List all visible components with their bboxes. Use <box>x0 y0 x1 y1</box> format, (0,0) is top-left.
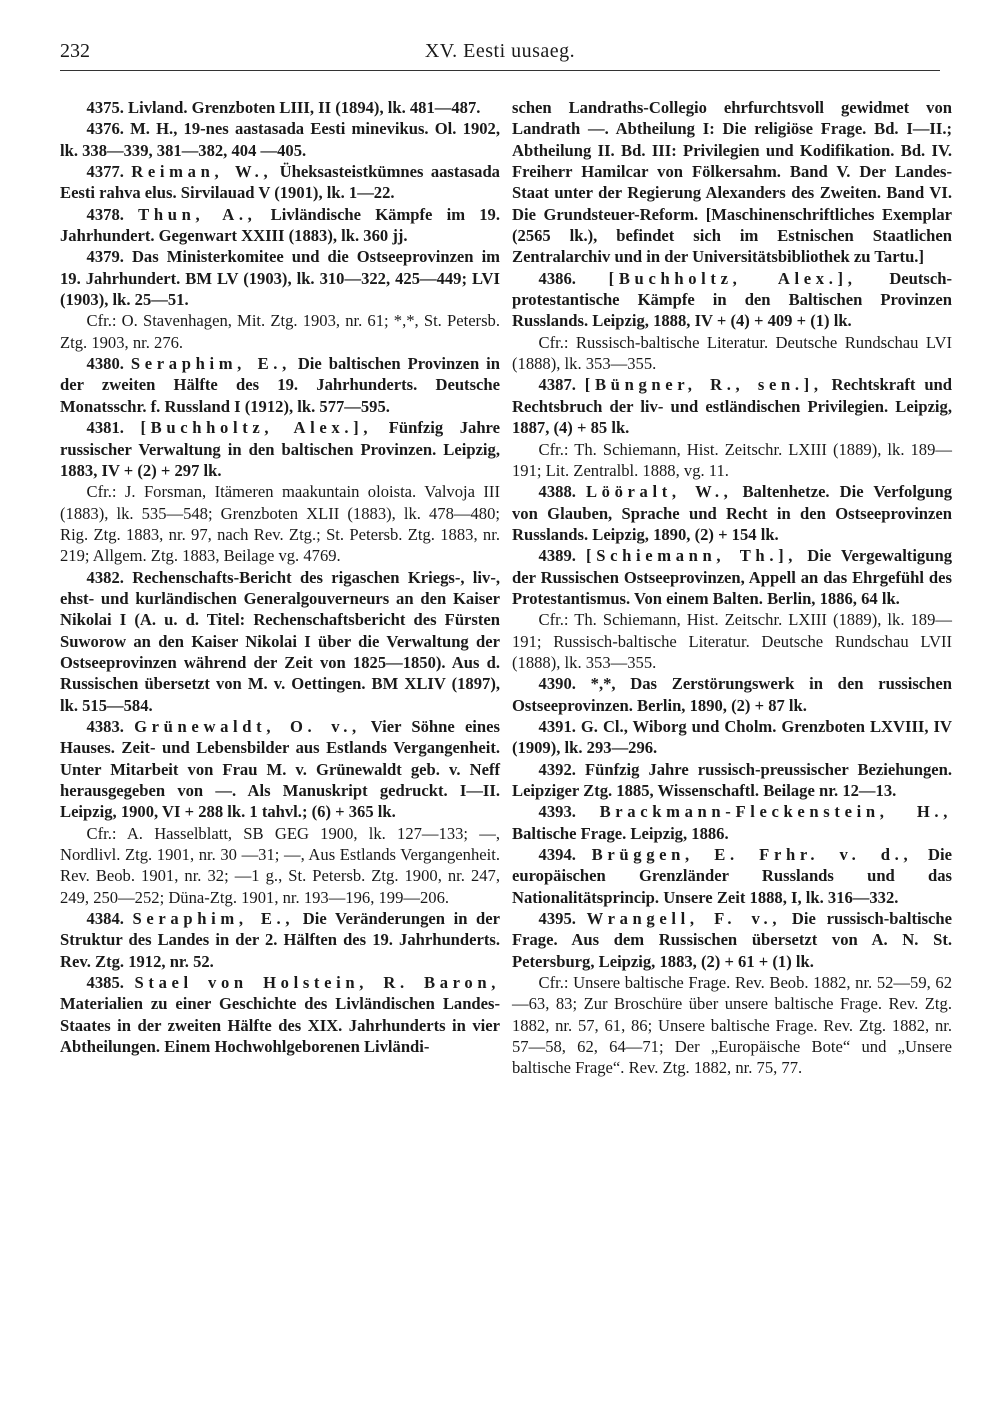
entry-number: 4395. <box>538 909 576 929</box>
entry-reference: Cfr.: O. Stavenhagen, Mit. Ztg. 1903, nr. 61; *,*, St. Petersb. Ztg. 1903, nr. 276. <box>60 311 500 352</box>
entry-author: [Buchholtz, Alex.], <box>608 268 857 288</box>
right-column <box>512 97 952 1079</box>
running-title: XV. Eesti uusaeg. <box>424 40 576 62</box>
bibliography-entry <box>60 716 500 908</box>
entry-text: Livländische Kämpfe im 19. Jahrhundert. Gegenwart XXIII (1883), lk. 360 jj. <box>60 204 500 246</box>
page-number: 232 <box>60 40 90 62</box>
entry-author: Stael von Holstein, R. Baron, <box>134 973 500 993</box>
bibliography-entry <box>60 353 500 417</box>
bibliography-entry <box>60 417 500 566</box>
bibliography-entry <box>512 545 952 673</box>
entry-text: *,*, Das Zerstörungswerk in den russischen Ostseeprovinzen. Berlin, 1890, (2) + 87 lk. <box>512 674 952 715</box>
entry-text: Vier Söhne eines Hauses. Zeit- und Lebensbilder aus Estlands Vergangenheit. Unter Mitarbeit von Frau M. v. Grünewaldt geb. v. Neff herausgegeben von —. Als Manuskript gedruckt. I—II. Leipzig, 1900, VI + 288 lk. 1 tahvl.; (6) + 365 lk. <box>60 716 500 822</box>
entry-author: [Schiemann, Th.], <box>586 546 798 566</box>
bibliography-entry <box>512 716 952 759</box>
entry-number: 4387. <box>538 375 576 395</box>
bibliography-entry <box>60 972 500 1057</box>
entry-author: Grünewaldt, O. v., <box>134 716 361 736</box>
bibliography-entry <box>512 908 952 1079</box>
bibliography-entry <box>60 97 500 118</box>
entry-author: Wrangell, F. v., <box>586 909 782 929</box>
entry-number: 4386. <box>538 268 576 288</box>
bibliography-entry <box>512 481 952 545</box>
entry-text: Rechtskraft und Rechtsbruch der liv- und estländischen Privilegien. Leipzig, 1887, (4) + 85 lk. <box>512 375 952 438</box>
entry-text: Baltische Frage. Leipzig, 1886. <box>512 823 729 843</box>
entry-text: Üheksasteistkümnes aastasada Eesti rahva elus. Sirvilauad V (1901), lk. 1—22. <box>60 162 500 203</box>
entry-author: [Büngner, R., sen.], <box>584 375 823 395</box>
entry-text: Die baltischen Provinzen in der zweiten Hälfte des 19. Jahrhunderts. Deutsche Monatsschr. f. Russland I (1912), lk. 577—595. <box>60 354 500 416</box>
entry-reference: Cfr.: J. Forsman, Itämeren maakuntain oloista. Valvoja III (1883), lk. 535—548; Grenzboten XLII (1883), lk. 478—480; Rig. Ztg. 1883, nr. 97, nach Rev. Ztg.; St. Petersb. Ztg. 1883, nr. 219; Allgem. Ztg. 1883, Beilage vg. 4769. <box>60 482 500 566</box>
entry-text: Die russisch-baltische Frage. Aus dem Russischen übersetzt von A. N. St. Petersburg, Leipzig, 1883, (2) + 61 + (1) lk. <box>512 909 952 971</box>
entry-number: 4389. <box>538 546 576 566</box>
entry-text: Materialien zu einer Geschichte des Livländischen Landes-Staates in der zweiten Hälfte des XIX. Jahrhunderts in vier Abtheilungen. Einem Hochwohlgeborenen Livländi- <box>60 994 500 1057</box>
entry-author: Brüggen, E. Frhr. v. d., <box>591 845 913 865</box>
entry-reference: Cfr.: Th. Schiemann, Hist. Zeitschr. LXIII (1889), lk. 189—191; Lit. Zentralbl. 1888, vg. 11. <box>512 439 952 480</box>
entry-text: Baltenhetze. Die Verfolgung von Glauben, Sprache und Recht in den Ostseeprovinzen Russlands. Leipzig, 1890, (2) + 154 lk. <box>512 482 952 544</box>
entry-author: Seraphim, E., <box>132 909 295 929</box>
entry-text: schen Landraths-Collegio ehrfurchtsvoll gewidmet von Landrath —. Abtheilung I: Die religiöse Frage. Bd. I—II.; Abtheilung II. Bd. III: Privilegien und Kodifikation. Bd. IV. Freiherr Hamilcar von Fölkersahm. Band V. Der Landes-Staat unter der Regierung Alexanders des Zweiten. Band VI. Die Grundsteuer-Reform. [Maschinenschriftliches Exemplar (2565 lk.), befindet sich im Estnischen Staatlichen Zentralarchiv und in der Universitätsbibliothek zu Tartu.] <box>512 98 952 267</box>
page-header <box>60 36 940 68</box>
entry-text: Rechenschafts-Bericht des rigaschen Kriegs-, liv-, ehst- und kurländischen Generalgouverneurs an den Kaiser Nikolai I (A. u. d. Titel: Rechenschaftsbericht des Fürsten Suworow an den Kaiser Nikolai I über die Verwaltung der Ostseeprovinzen während der Zeit von 1825—1850). Aus d. Russischen übersetzt von M. v. Oettingen. BM XLIV (1897), lk. 515—584. <box>60 567 500 715</box>
entry-text: Die Vergewaltigung der Russischen Ostseeprovinzen, Appell an das Ehrgefühl des Protestantismus. Von einem Balten. Berlin, 1886, 64 lk. <box>512 546 952 608</box>
header-rule <box>60 70 940 71</box>
entry-number: 4392. <box>538 759 576 779</box>
entry-number: 4375. <box>86 98 124 117</box>
entry-reference: Cfr.: Unsere baltische Frage. Rev. Beob. 1882, nr. 52—59, 62—63, 83; Zur Broschüre über unsere baltische Frage. Rev. Ztg. 1882, nr. 57, 61, 86; Unsere baltische Frage. Rev. Ztg. 1882, nr. 57—58, 62, 64—71; Der „Europäische Bote“ und „Unsere baltische Frage“. Rev. Ztg. 1882, nr. 75, 77. <box>512 973 952 1078</box>
entry-number: 4390. <box>538 674 576 694</box>
bibliography-entry <box>512 374 952 481</box>
entry-number: 4394. <box>538 845 576 865</box>
entry-text: Das Ministerkomitee und die Ostseeprovinzen im 19. Jahrhundert. BM LV (1903), lk. 310—322, 425—449; LVI (1903), lk. 25—51. <box>60 247 500 310</box>
entry-text: M. H., 19-nes aastasada Eesti minevikus. Ol. 1902, lk. 338—339, 381—382, 404 —405. <box>60 119 500 160</box>
entry-author: Seraphim, E., <box>130 354 291 374</box>
entry-number: 4383. <box>86 716 124 736</box>
bibliography-entry <box>512 844 952 908</box>
entry-text: Die europäischen Grenzländer Russlands und das Nationalitätsprincip. Unsere Zeit 1888, I, lk. 316—332. <box>512 845 952 907</box>
entry-number: 4379. <box>86 247 124 267</box>
entry-text: Livland. Grenzboten LIII, II (1894), lk. 481—487. <box>128 98 481 117</box>
entry-author: Lööralt, W., <box>585 482 733 502</box>
entry-author: Reiman, W., <box>131 162 273 182</box>
entry-author: Thun, A., <box>138 204 257 224</box>
entry-text: Die Veränderungen in der Struktur des Landes in der 2. Hälften des 19. Jahrhunderts. Rev. Ztg. 1912, nr. 52. <box>60 909 500 971</box>
entry-number: 4382. <box>86 567 124 587</box>
entry-reference: Cfr.: Th. Schiemann, Hist. Zeitschr. LXIII (1889), lk. 189—191; Russisch-baltische Literatur. Deutsche Rundschau LVII (1888), lk. 353—355. <box>512 610 952 672</box>
bibliography-entry <box>512 801 952 844</box>
entry-number: 4384. <box>86 909 124 929</box>
entry-number: 4388. <box>538 482 576 502</box>
entry-number: 4385. <box>86 973 124 993</box>
bibliography-entry <box>512 97 952 268</box>
entry-number: 4377. <box>86 162 124 182</box>
entry-author: [Buchholtz, Alex.], <box>140 418 373 438</box>
entry-number: 4381. <box>86 418 124 438</box>
left-column <box>60 97 500 1057</box>
bibliography-entry <box>60 118 500 161</box>
entry-text: Deutsch-protestantische Kämpfe in den Baltischen Provinzen Russlands. Leipzig, 1888, IV + (4) + 409 + (1) lk. <box>512 268 952 331</box>
entry-number: 4380. <box>86 354 124 374</box>
bibliography-entry <box>60 161 500 204</box>
bibliography-entry <box>60 567 500 716</box>
entry-reference: Cfr.: Russisch-baltische Literatur. Deutsche Rundschau LVI (1888), lk. 353—355. <box>512 332 952 374</box>
bibliography-entry <box>60 246 500 353</box>
entry-number: 4391. <box>538 716 576 736</box>
bibliography-entry <box>512 759 952 802</box>
entry-number: 4393. <box>538 802 576 822</box>
bibliography-entry <box>60 908 500 972</box>
entry-reference: Cfr.: A. Hasselblatt, SB GEG 1900, lk. 127—133; —, Nordlivl. Ztg. 1901, nr. 30 —31; —, Aus Estlands Vergangenheit. Rev. Beob. 1901, nr. 32; —1 g., St. Petersb. Ztg. 1900, nr. 247, 249, 250—252; Düna-Ztg. 1901, nr. 193—196, 199—206. <box>60 823 500 907</box>
entry-text: Fünfzig Jahre russischer Verwaltung in den baltischen Provinzen. Leipzig, 1883, IV + (2) + 297 lk. <box>60 418 500 480</box>
bibliography-entry <box>512 673 952 716</box>
entry-author: Brackmann-Fleckenstein, H., <box>599 802 952 822</box>
bibliography-entry <box>60 204 500 247</box>
bibliography-entry <box>512 268 952 375</box>
entry-text: Fünfzig Jahre russisch-preussischer Beziehungen. Leipziger Ztg. 1885, Wissenschaftl. Beilage nr. 12—13. <box>512 759 952 800</box>
entry-text: G. Cl., Wiborg und Cholm. Grenzboten LXVIII, IV (1909), lk. 293—296. <box>512 716 952 758</box>
entry-number: 4378. <box>86 204 124 224</box>
entry-number: 4376. <box>86 119 124 139</box>
